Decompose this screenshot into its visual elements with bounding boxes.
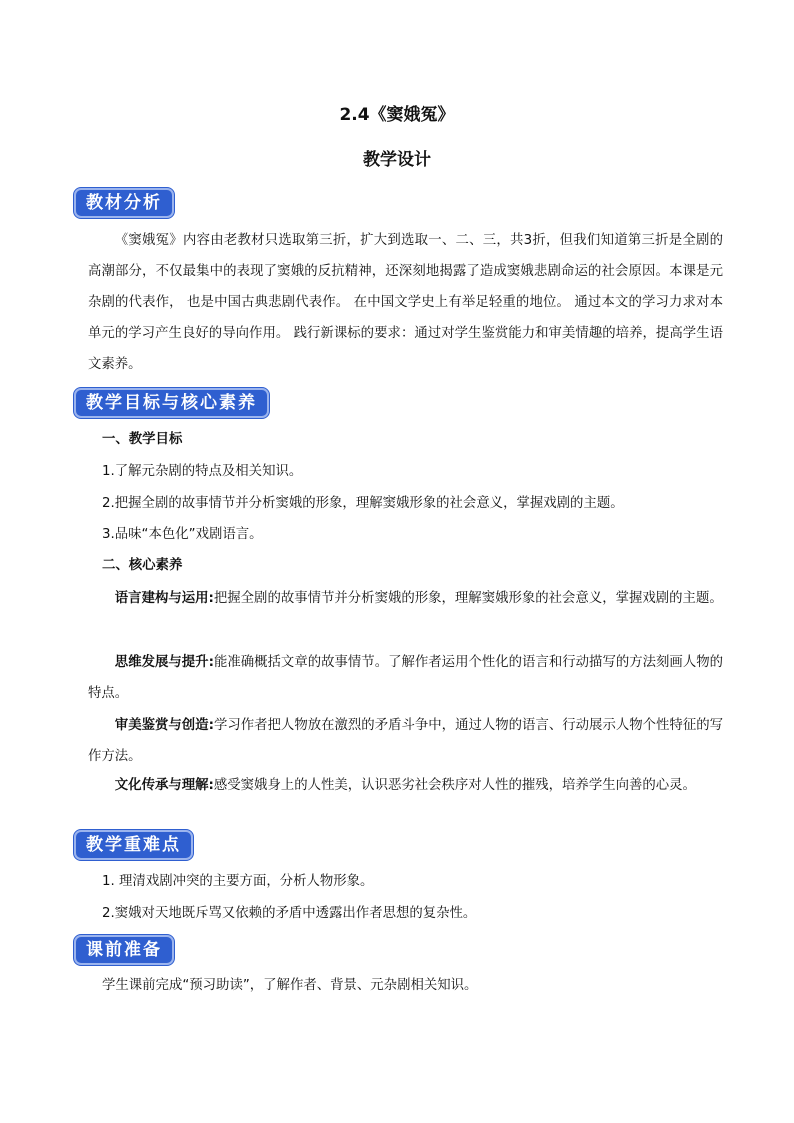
analysis-paragraph: 《窦娥冤》内容由老教材只选取第三折，扩大到选取一、二、三，共3折，但我们知道第三折是全剧的高潮部分，不仅最集中的表现了窦娥的反抗精神，还深刻地揭露了造成窦娥悲剧命运的社会原因。本课是元杂剧的代表作， 也是中国古典悲剧代表作。 在中国文学史上有举足轻重的地位。 通过本文的学习力求对本单元的学习产生良好的导向作用。 践行新课标的要求：通过对学生鉴赏能力和审美情趣的培养，提高学生语文素养。: [88, 233, 723, 372]
goal-item: 3.品味“本色化”戏剧语言。: [102, 527, 263, 542]
core-term: 审美鉴赏与创造:: [114, 718, 214, 733]
core-item: [88, 647, 723, 709]
preparation-text: 学生课前完成“预习助读”，了解作者、背景、元杂剧相关知识。: [102, 978, 478, 993]
core-item: [88, 770, 723, 801]
core-term: 文化传承与理解:: [114, 778, 214, 793]
core-heading: 二、核心素养: [102, 558, 183, 573]
page-subtitle: 教学设计: [363, 150, 431, 170]
goal-heading: 一、教学目标: [102, 432, 183, 447]
core-text: 感受窦娥身上的人性美，认识恶劣社会秩序对人性的摧残，培养学生向善的心灵。: [213, 778, 696, 793]
core-item: [88, 583, 723, 614]
goal-item: 2.把握全剧的故事情节并分析窦娥的形象，理解窦娥形象的社会意义，掌握戏剧的主题。: [102, 496, 624, 511]
section-badge-analysis: 教材分析: [74, 188, 174, 218]
core-item: [88, 710, 723, 772]
core-term: 思维发展与提升:: [114, 655, 214, 670]
page-title: 2.4《窦娥冤》: [339, 105, 455, 125]
section-badge-preparation: 课前准备: [74, 935, 174, 965]
difficulty-item: 1. 理清戏剧冲突的主要方面，分析人物形象。: [102, 874, 374, 889]
core-term: 语言建构与运用:: [114, 591, 214, 606]
core-text: 学习作者把人物放在激烈的矛盾斗争中，通过人物的语言、行动展示人物个性特征的写作方法。: [88, 718, 724, 764]
core-text: 能准确概括文章的故事情节。了解作者运用个性化的语言和行动描写的方法刻画人物的特点。: [88, 655, 724, 701]
goal-item: 1.了解元杂剧的特点及相关知识。: [102, 464, 303, 479]
difficulty-item: 2.窦娥对天地既斥骂又依赖的矛盾中透露出作者思想的复杂性。: [102, 906, 477, 921]
section-badge-difficulties: 教学重难点: [74, 830, 193, 860]
section-badge-goals: 教学目标与核心素养: [74, 388, 269, 418]
core-text: 把握全剧的故事情节并分析窦娥的形象，理解窦娥形象的社会意义，掌握戏剧的主题。: [213, 591, 723, 606]
